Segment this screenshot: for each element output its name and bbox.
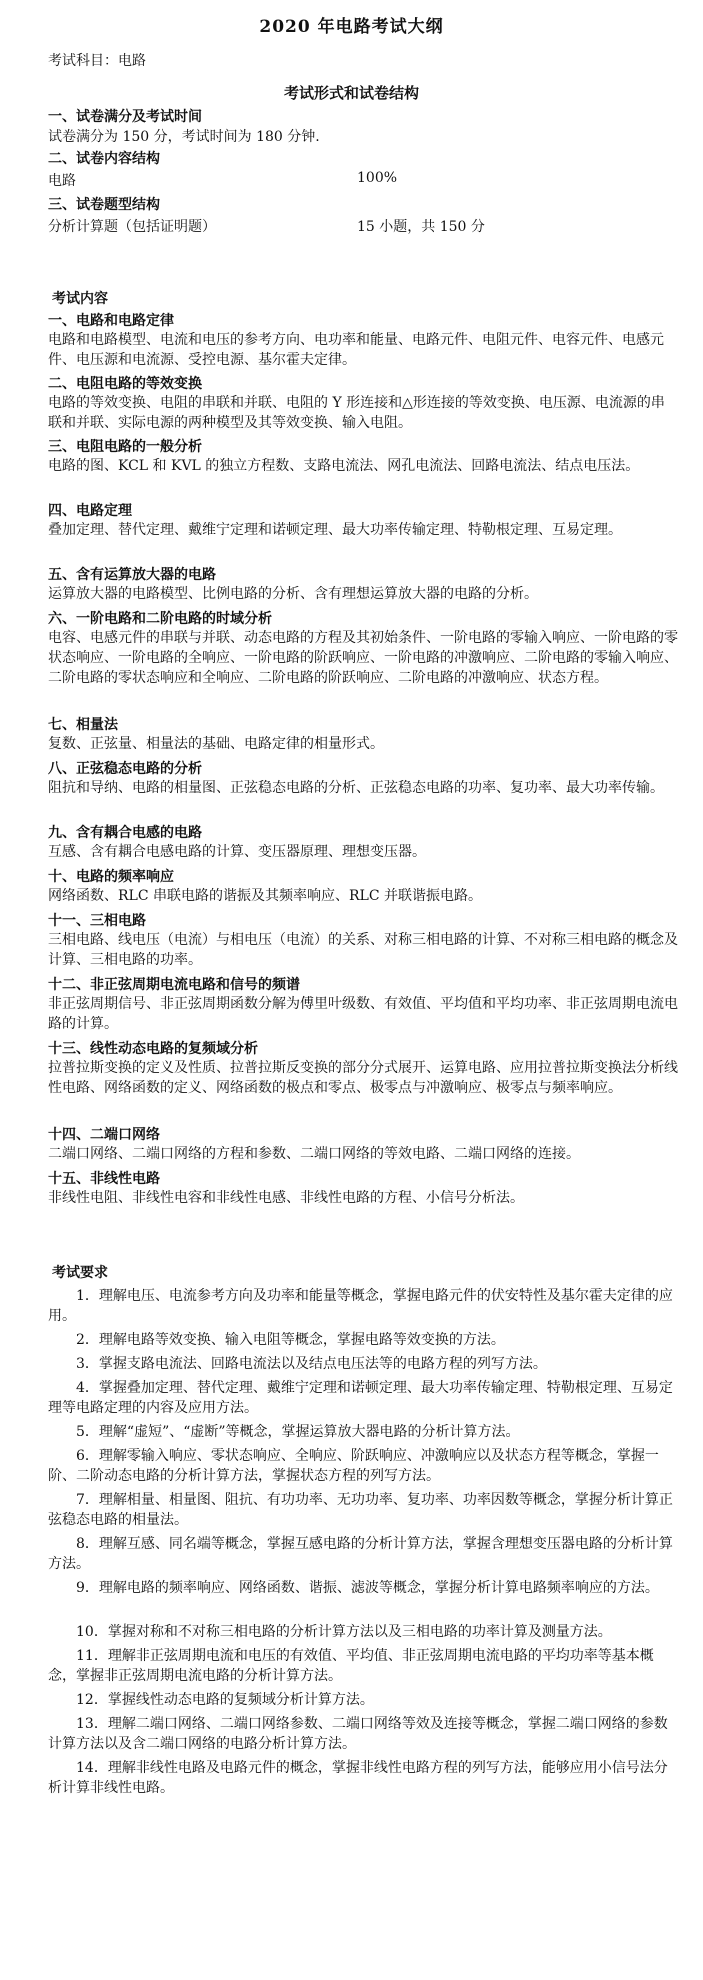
content-section-title: 十五、非线性电路 (48, 1171, 160, 1187)
content-section-title: 十四、二端口网络 (48, 1127, 160, 1143)
requirement-item: 5．理解“虚短”、“虚断”等概念，掌握运算放大器电路的分析计算方法。 (76, 1424, 520, 1440)
requirement-item: 2．理解电路等效变换、输入电阻等概念，掌握电路等效变换的方法。 (76, 1332, 505, 1348)
content-section-title: 十一、三相电路 (48, 913, 146, 929)
document-title: 2020 年电路考试大纲 (259, 17, 444, 37)
content-section-title: 一、电路和电路定律 (48, 313, 174, 329)
requirement-item: 1．理解电压、电流参考方向及功率和能量等概念，掌握电路元件的伏安特性及基尔霍夫定律的应用。 (48, 1288, 673, 1324)
content-section-title: 二、电阻电路的等效变换 (48, 376, 202, 392)
content-section-body: 复数、正弦量、相量法的基础、电路定律的相量形式。 (48, 736, 384, 752)
content-section-body: 电容、电感元件的串联与并联、动态电路的方程及其初始条件、一阶电路的零输入响应、一阶电路的零状态响应、一阶电路的全响应、一阶电路的阶跃响应、一阶电路的冲激响应、二阶电路的零输入响应、二阶电路的零状态响应和全响应、二阶电路的阶跃响应、二阶电路的冲激响应、状态方程。 (48, 630, 678, 686)
content-section-body: 互感、含有耦合电感电路的计算、变压器原理、理想变压器。 (48, 844, 426, 860)
content-section-title: 四、电路定理 (48, 503, 132, 519)
content-section-title: 十三、线性动态电路的复频域分析 (48, 1041, 258, 1057)
exam-subject: 考试科目：电路 (48, 53, 146, 69)
requirement-item: 13．理解二端口网络、二端口网络参数、二端口网络等效及连接等概念，掌握二端口网络的参数计算方法以及含二端口网络的电路分析计算方法。 (48, 1716, 668, 1752)
format-s1-text: 试卷满分为 150 分，考试时间为 180 分钟. (48, 129, 320, 145)
requirement-item: 7．理解相量、相量图、阻抗、有功功率、无功功率、复功率、功率因数等概念，掌握分析计算正弦稳态电路的相量法。 (48, 1492, 673, 1528)
format-s3-value: 15 小题，共 150 分 (357, 219, 485, 235)
requirement-item: 6．理解零输入响应、零状态响应、全响应、阶跃响应、冲激响应以及状态方程等概念，掌握一阶、二阶动态电路的分析计算方法，掌握状态方程的列写方法。 (48, 1448, 659, 1484)
content-section-body: 阻抗和导纳、电路的相量图、正弦稳态电路的分析、正弦稳态电路的功率、复功率、最大功率传输。 (48, 780, 664, 796)
requirement-item: 9．理解电路的频率响应、网络函数、谐振、滤波等概念，掌握分析计算电路频率响应的方法。 (76, 1580, 659, 1596)
content-section-title: 七、相量法 (48, 717, 118, 733)
requirement-item: 4．掌握叠加定理、替代定理、戴维宁定理和诺顿定理、最大功率传输定理、特勒根定理、互易定理等电路定理的内容及应用方法。 (48, 1380, 673, 1416)
content-heading: 考试内容 (52, 291, 108, 307)
content-section-title: 十二、非正弦周期电流电路和信号的频谱 (48, 977, 300, 993)
requirement-item: 12．掌握线性动态电路的复频域分析计算方法。 (76, 1692, 374, 1708)
content-section-body: 电路和电路模型、电流和电压的参考方向、电功率和能量、电路元件、电阻元件、电容元件、电感元件、电压源和电流源、受控电源、基尔霍夫定律。 (48, 332, 664, 368)
content-section-title: 八、正弦稳态电路的分析 (48, 761, 202, 777)
content-section-title: 十、电路的频率响应 (48, 869, 174, 885)
format-s2-label: 电路 (48, 173, 76, 189)
requirements-heading: 考试要求 (52, 1265, 108, 1281)
format-heading: 考试形式和试卷结构 (283, 84, 419, 102)
requirement-item: 8．理解互感、同名端等概念，掌握互感电路的分析计算方法，掌握含理想变压器电路的分析计算方法。 (48, 1536, 673, 1572)
content-section-body: 电路的等效变换、电阻的串联和并联、电阻的 Y 形连接和△形连接的等效变换、电压源、电流源的串联和并联、实际电源的两种模型及其等效变换、输入电阻。 (48, 395, 665, 431)
content-section-body: 非线性电阻、非线性电容和非线性电感、非线性电路的方程、小信号分析法。 (48, 1190, 524, 1206)
content-section-body: 运算放大器的电路模型、比例电路的分析、含有理想运算放大器的电路的分析。 (48, 586, 538, 602)
requirement-item: 3．掌握支路电流法、回路电流法以及结点电压法等的电路方程的列写方法。 (76, 1356, 547, 1372)
requirement-item: 11．理解非正弦周期电流和电压的有效值、平均值、非正弦周期电流电路的平均功率等基本概念，掌握非正弦周期电流电路的分析计算方法。 (48, 1648, 654, 1684)
content-section-body: 非正弦周期信号、非正弦周期函数分解为傅里叶级数、有效值、平均值和平均功率、非正弦周期电流电路的计算。 (48, 996, 678, 1032)
format-s2-value: 100% (357, 170, 398, 186)
requirement-item: 10．掌握对称和不对称三相电路的分析计算方法以及三相电路的功率计算及测量方法。 (76, 1624, 612, 1640)
content-section-title: 三、电阻电路的一般分析 (48, 439, 202, 455)
content-section-title: 五、含有运算放大器的电路 (48, 567, 216, 583)
content-section-body: 叠加定理、替代定理、戴维宁定理和诺顿定理、最大功率传输定理、特勒根定理、互易定理。 (48, 522, 622, 538)
content-section-body: 三相电路、线电压（电流）与相电压（电流）的关系、对称三相电路的计算、不对称三相电路的概念及计算、三相电路的功率。 (48, 932, 678, 968)
content-section-body: 二端口网络、二端口网络的方程和参数、二端口网络的等效电路、二端口网络的连接。 (48, 1146, 580, 1162)
content-section-body: 拉普拉斯变换的定义及性质、拉普拉斯反变换的部分分式展开、运算电路、应用拉普拉斯变换法分析线性电路、网络函数的定义、网络函数的极点和零点、极零点与冲激响应、极零点与频率响应。 (48, 1060, 678, 1096)
format-s3-heading: 三、试卷题型结构 (48, 197, 160, 213)
format-s3-label: 分析计算题（包括证明题） (48, 219, 216, 235)
requirement-item: 14．理解非线性电路及电路元件的概念，掌握非线性电路方程的列写方法，能够应用小信号法分析计算非线性电路。 (48, 1760, 668, 1796)
format-s1-heading: 一、试卷满分及考试时间 (48, 109, 202, 125)
content-section-body: 网络函数、RLC 串联电路的谐振及其频率响应、RLC 并联谐振电路。 (48, 888, 482, 904)
content-section-title: 六、一阶电路和二阶电路的时域分析 (48, 611, 272, 627)
format-s2-heading: 二、试卷内容结构 (48, 151, 160, 167)
content-section-title: 九、含有耦合电感的电路 (48, 825, 202, 841)
content-section-body: 电路的图、KCL 和 KVL 的独立方程数、支路电流法、网孔电流法、回路电流法、结点电压法。 (48, 458, 640, 474)
